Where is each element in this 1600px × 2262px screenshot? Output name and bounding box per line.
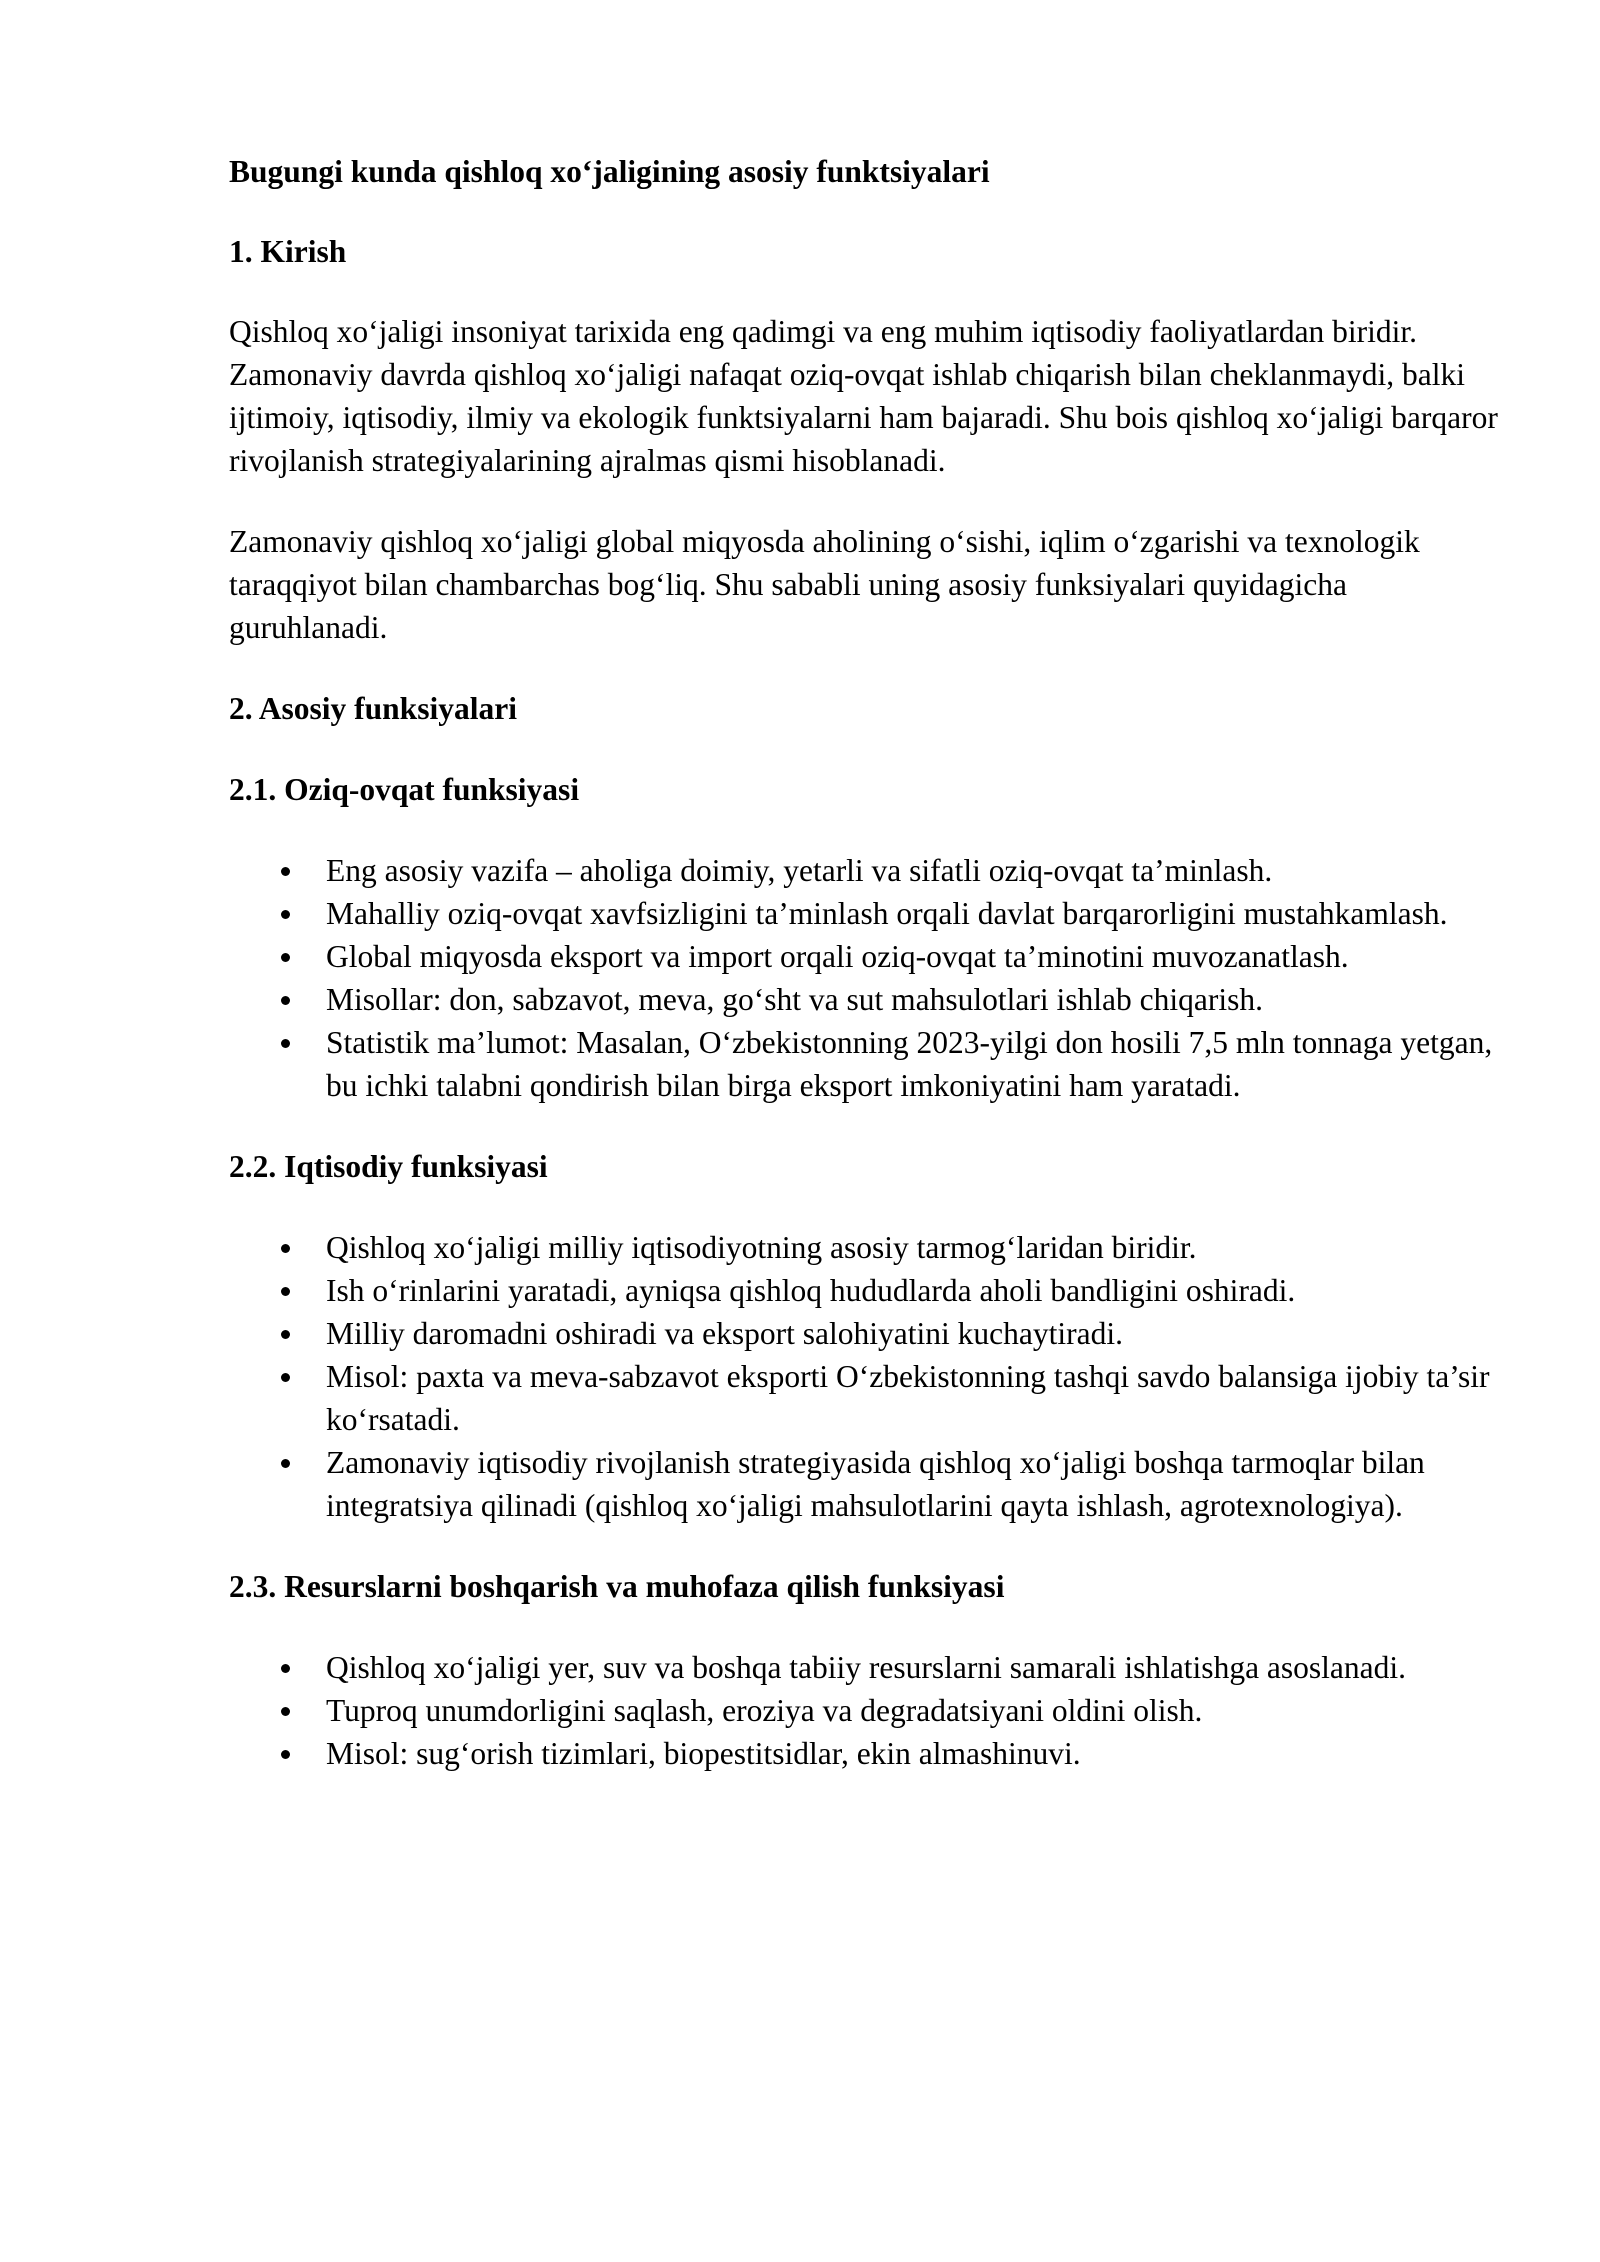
list-item xyxy=(229,1226,1499,1269)
bullet-icon xyxy=(281,867,290,876)
document-title: Bugungi kunda qishloq xo‘jaligining asosiy funktsiyalari xyxy=(229,154,990,189)
list-item xyxy=(229,1441,1499,1527)
list-item xyxy=(229,1646,1499,1689)
bullet-icon xyxy=(281,1330,290,1339)
list-item xyxy=(229,1689,1499,1732)
list-item xyxy=(229,1269,1499,1312)
subsection-heading-food: 2.1. Oziq-ovqat funksiyasi xyxy=(229,772,580,807)
list-item xyxy=(229,978,1499,1021)
list-item-text: Eng asosiy vazifa – aholiga doimiy, yetarli va sifatli oziq-ovqat ta’minlash. xyxy=(326,853,1273,888)
intro-paragraph: Zamonaviy qishloq xo‘jaligi global miqyosda aholining o‘sishi, iqlim o‘zgarishi va texnologik taraqqiyot bilan chambarchas bog‘liq. Shu sababli uning asosiy funksiyalari quyidagicha guruhlanadi. xyxy=(229,524,1420,645)
list-item xyxy=(229,1021,1499,1107)
list-item xyxy=(229,1312,1499,1355)
bullet-icon xyxy=(281,1244,290,1253)
bullet-icon xyxy=(281,1373,290,1382)
bullet-icon xyxy=(281,996,290,1005)
bullet-list-resources xyxy=(229,1646,1499,1775)
subsection-heading-resources: 2.3. Resurslarni boshqarish va muhofaza qilish funksiyasi xyxy=(229,1569,1005,1604)
bullet-icon xyxy=(281,1039,290,1048)
section-heading-intro: 1. Kirish xyxy=(229,234,347,269)
list-item xyxy=(229,892,1499,935)
bullet-icon xyxy=(281,1750,290,1759)
list-item xyxy=(229,1355,1499,1441)
list-item xyxy=(229,935,1499,978)
list-item-text: Misol: paxta va meva-sabzavot eksporti O‘zbekistonning tashqi savdo balansiga ijobiy ta’sir ko‘rsatadi. xyxy=(326,1359,1490,1437)
section-heading-main: 2. Asosiy funksiyalari xyxy=(229,691,517,726)
list-item-text: Qishloq xo‘jaligi yer, suv va boshqa tabiiy resurslarni samarali ishlatishga asoslanadi. xyxy=(326,1650,1407,1685)
list-item-text: Milliy daromadni oshiradi va eksport salohiyatini kuchaytiradi. xyxy=(326,1316,1123,1351)
list-item-text: Mahalliy oziq-ovqat xavfsizligini ta’minlash orqali davlat barqarorligini mustahkamlash. xyxy=(326,896,1448,931)
list-item xyxy=(229,849,1499,892)
list-item-text: Tuproq unumdorligini saqlash, eroziya va degradatsiyani oldini olish. xyxy=(326,1693,1203,1728)
list-item-text: Statistik ma’lumot: Masalan, O‘zbekistonning 2023-yilgi don hosili 7,5 mln tonnaga yetgan, bu ichki talabni qondirish bilan birga eksport imkoniyatini ham yaratadi. xyxy=(326,1025,1493,1103)
bullet-icon xyxy=(281,1459,290,1468)
list-item-text: Misol: sug‘orish tizimlari, biopestitsidlar, ekin almashinuvi. xyxy=(326,1736,1081,1771)
intro-paragraph: Qishloq xo‘jaligi insoniyat tarixida eng qadimgi va eng muhim iqtisodiy faoliyatlardan biridir. Zamonaviy davrda qishloq xo‘jaligi nafaqat oziq-ovqat ishlab chiqarish bilan cheklanmaydi, balki ijtimoiy, iqtisodiy, ilmiy va ekologik funktsiyalarni ham bajaradi. Shu bois qishloq xo‘jaligi barqaror rivojlanish strategiyalarining ajralmas qismi hisoblanadi. xyxy=(229,314,1498,478)
bullet-list-food xyxy=(229,849,1499,1107)
list-item-text: Misollar: don, sabzavot, meva, go‘sht va sut mahsulotlari ishlab chiqarish. xyxy=(326,982,1263,1017)
list-item-text: Zamonaviy iqtisodiy rivojlanish strategiyasida qishloq xo‘jaligi boshqa tarmoqlar bilan integratsiya qilinadi (qishloq xo‘jaligi mahsulotlarini qayta ishlash, agrotexnologiya). xyxy=(326,1445,1425,1523)
document-body xyxy=(229,150,1499,1813)
bullet-icon xyxy=(281,1707,290,1716)
bullet-icon xyxy=(281,910,290,919)
bullet-icon xyxy=(281,953,290,962)
bullet-icon xyxy=(281,1287,290,1296)
subsection-heading-economic: 2.2. Iqtisodiy funksiyasi xyxy=(229,1149,548,1184)
list-item xyxy=(229,1732,1499,1775)
bullet-icon xyxy=(281,1664,290,1673)
list-item-text: Ish o‘rinlarini yaratadi, ayniqsa qishloq hududlarda aholi bandligini oshiradi. xyxy=(326,1273,1296,1308)
list-item-text: Global miqyosda eksport va import orqali oziq-ovqat ta’minotini muvozanatlash. xyxy=(326,939,1349,974)
bullet-list-economic xyxy=(229,1226,1499,1527)
list-item-text: Qishloq xo‘jaligi milliy iqtisodiyotning asosiy tarmog‘laridan biridir. xyxy=(326,1230,1197,1265)
